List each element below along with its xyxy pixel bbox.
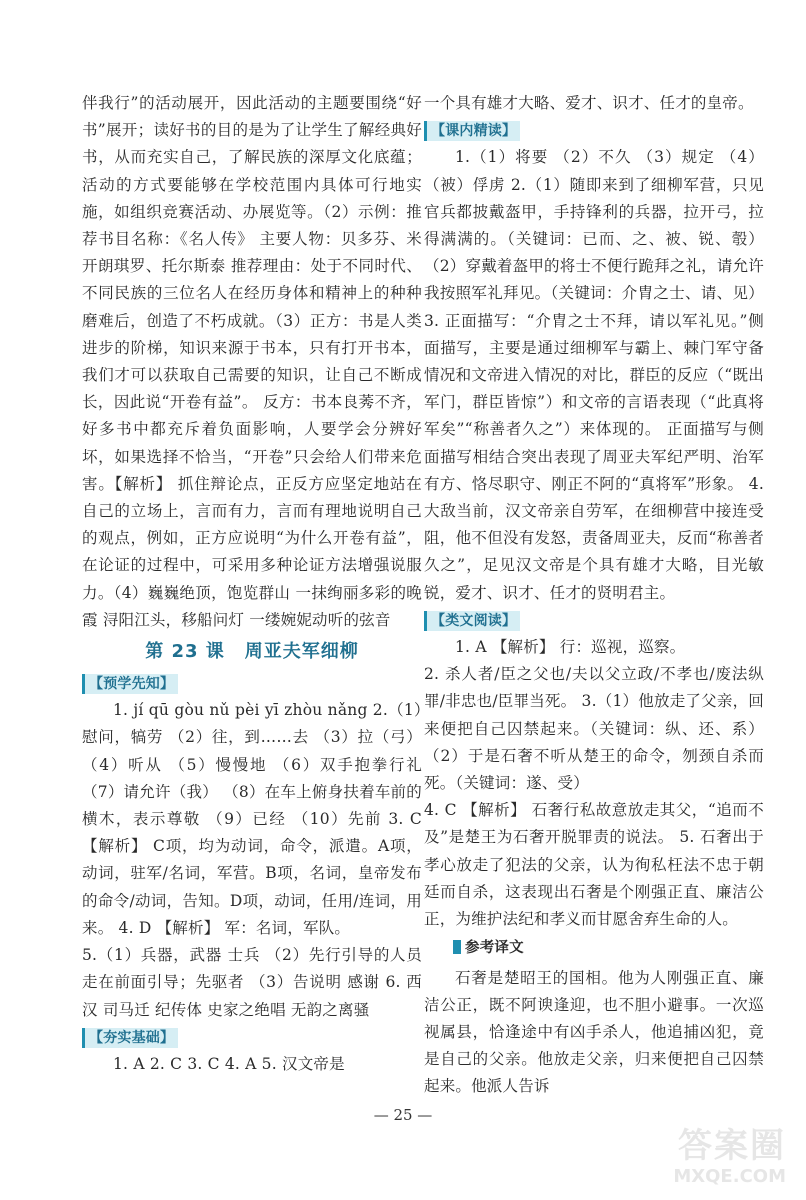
section-tag-close-reading: 【课内精读】: [424, 121, 520, 141]
similar-reading-item: 1. A 【解析】 行：巡视，巡察。: [455, 638, 686, 657]
similar-reading-item: 4. C 【解析】 石奢行私故意放走其父，“追而不及”是楚王为石奢开脱罪责的说法。 5. 石奢出于孝心放走了犯法的父亲，认为徇私枉法不忠于朝廷而自杀，这表现出石奢是个刚强正直、廉洁公正，为维护法纪和孝义而甘愿舍弃生命的人。: [424, 801, 764, 929]
watermark-logo: [646, 1126, 786, 1192]
left-column: [82, 90, 422, 1078]
section-tag-similar-reading: 【类文阅读】: [424, 611, 520, 631]
reference-heading: [424, 935, 764, 962]
left-top-paragraph: 伴我行”的活动展开，因此活动的主题要围绕“好书”展开；读好书的目的是为了让学生了解经典好书，从而充实自己，了解民族的深厚文化底蕴；活动的方式要能够在学校范围内具体可行地实施，如组织竞赛活动、办展览等。（2）示例：推荐书目名称：《名人传》 主要人物：贝多芬、米开朗琪罗、托尔斯泰 推荐理由：处于不同时代、不同民族的三位名人在经历身体和精神上的种种磨难后，创造了不朽成就。（3）正方：书是人类进步的阶梯，知识来源于书本，只有打开书本，我们才可以获取自己需要的知识，让自己不断成长，因此说“开卷有益”。 反方：书本良莠不齐，好多书中都充斥着负面影响，人要学会分辨好坏，如果选择不恰当，“开卷”只会给人们带来危害。【解析】 抓住辩论点，正反方应坚定地站在自己的立场上，言而有力，言而有理地说明自己的观点，例如，正方应说明“为什么开卷有益”，在论证的过程中，可采用多种论证方法增强说服力。（4）巍巍绝顶，饱览群山 一抹绚丽多彩的晚霞 浔阳江头，移船问灯 一缕婉妮动听的弦音: [82, 94, 422, 629]
similar-reading-item: 2. 杀人者/臣之父也/夫以父立政/不孝也/废法纵罪/非忠也/臣罪当死。 3.（1）他放走了父亲，回来便把自己囚禁起来。（关键词：纵、还、系）（2）于是石奢不听从楚王的命令，刎颈自杀而死。（关键词：遂、受）: [424, 665, 764, 793]
prestudy-item: 5.（1）兵器，武器 士兵 （2）先行引导的人员 走在前面引导；先驱者 （3）告说明 感谢 6. 西汉 司马迁 纪传体 史家之绝唱 无韵之离骚: [82, 946, 422, 1019]
right-top-paragraph: 一个具有雄才大略、爱才、识才、任才的皇帝。: [424, 94, 754, 112]
reference-text: 石奢是楚昭王的国相。他为人刚强正直、廉洁公正，既不阿谀逢迎，也不胆小避事。一次巡视属县，恰逢途中有凶手杀人，他追捕凶犯，竟是自己的父亲。他放走父亲，归来便把自己囚禁起来。他派人告诉: [424, 968, 764, 1096]
reference-title: 参考译文: [465, 940, 524, 957]
section-tag-basics: 【夯实基础】: [82, 1028, 178, 1048]
right-column: [424, 90, 764, 1101]
watermark-en: MXQE.COM: [673, 1166, 786, 1187]
watermark-cn: 答案圈: [678, 1126, 786, 1166]
lesson-heading: [82, 634, 422, 670]
prestudy-item: 1. jí qū gòu nǔ pèi yī zhòu nǎng 2.（1）慰问，犒劳 （2）往，到……去 （3）拉（弓） （4）听从 （5）慢慢地 （6）双手抱拳行礼 （7）请允许（我） （8）在车上俯身扶着车前的横木，表示尊敬 （9）已经 （10）先前 3. C 【解析】 C项，均为动词，命令，派遣。A项，动词，驻军/名词，军营。B项，名词，皇帝发布的命令/动词，告知。D项，动词，任用/连词，用来。 4. D 【解析】 军：名词，军队。: [82, 701, 422, 937]
reference-bar-icon: [453, 940, 461, 954]
page-number: — 25 —: [373, 1106, 433, 1124]
section-tag-prestudy: 【预学先知】: [82, 674, 178, 694]
lesson-title: 周亚夫军细柳: [244, 641, 359, 663]
basics-item: 1. A 2. C 3. C 4. A 5. 汉文帝是: [113, 1054, 345, 1073]
lesson-number: 第 23 课: [145, 641, 225, 663]
close-reading-item: 1.（1）将要 （2）不久 （3）规定 （4）（被）俘虏 2.（1）随即来到了细柳军营，只见官兵都披戴盔甲，手持锋利的兵器，拉开弓，拉得满满的。（关键词：已而、之、被、锐、彀）（2）穿戴着盔甲的将士不便行跪拜之礼，请允许我按照军礼拜见。（关键词：介胄之士、请、见） 3. 正面描写：“介胄之士不拜，请以军礼见。”侧面描写，主要是通过细柳军与霸上、棘门军守备情况和文帝进入情况的对比，群臣的反应（“既出军门，群臣皆惊”）和文帝的言语表现（“此真将军矣”“称善者久之”）来体现的。 正面描写与侧面描写相结合突出表现了周亚夫军纪严明、治军有方、恪尽职守、刚正不阿的“真将军”形象。 4. 大敌当前，汉文帝亲自劳军，在细柳营中接连受阻，他不但没有发怒，责备周亚夫，反而“称善者久之”，足见汉文帝是个具有雄才大略，目光敏锐，爱才、识才、任才的贤明君主。: [424, 148, 764, 602]
